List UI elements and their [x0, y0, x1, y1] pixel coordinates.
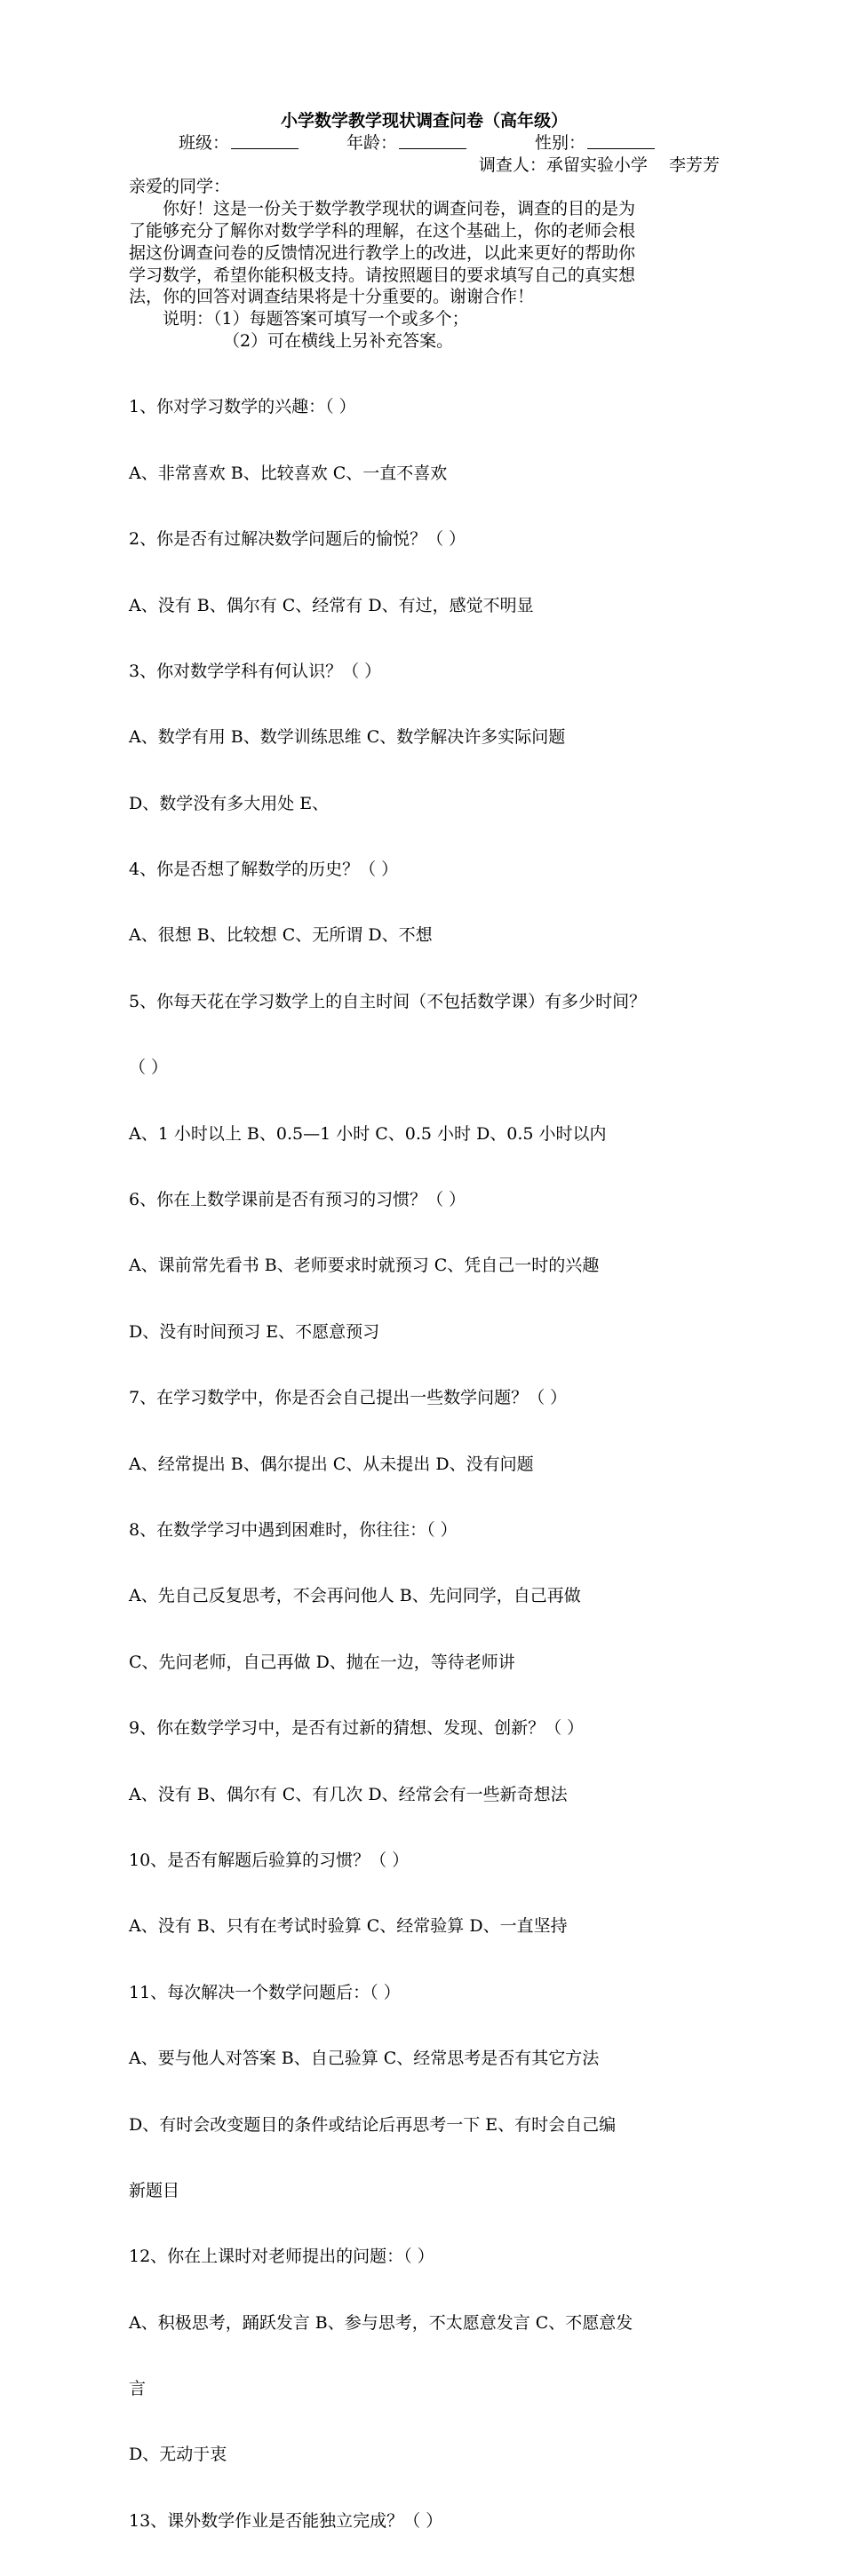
intro-line: 你好！这是一份关于数学教学现状的调查问卷，调查的目的是为 [163, 199, 636, 219]
question-line: 12、你在上课时对老师提出的问题：（ ） [129, 2247, 434, 2267]
option-line: A、1 小时以上 B、0.5—1 小时 C、0.5 小时 D、0.5 小时以内 [129, 1123, 607, 1144]
option-line: A、积极思考，踊跃发言 B、参与思考，不太愿意发言 C、不愿意发 [129, 2312, 633, 2333]
option-line: D、有时会改变题目的条件或结论后再思考一下 E、有时会自己编 [129, 2114, 617, 2135]
question-line: 7、在学习数学中，你是否会自己提出一些数学问题？（ ） [129, 1388, 568, 1408]
option-line: C、先问老师，自己再做 D、抛在一边，等待老师讲 [129, 1652, 515, 1672]
option-line: A、很想 B、比较想 C、无所谓 D、不想 [129, 925, 433, 946]
option-line: D、数学没有多大用处 E、 [129, 793, 330, 813]
question-line: 3、你对数学学科有何认识？（ ） [129, 661, 382, 681]
note-line: 说明：（1）每题答案可填写一个或多个； [163, 309, 469, 329]
question-line: 2、你是否有过解决数学问题后的愉悦？（ ） [129, 529, 466, 550]
questionnaire [129, 110, 720, 2576]
gender-field[interactable]: 性别： [535, 132, 585, 155]
option-line: A、要与他人对答案 B、自己验算 C、经常思考是否有其它方法 [129, 2049, 600, 2069]
question-line: 11、每次解决一个数学问题后：（ ） [129, 1982, 401, 2002]
option-line: D、无动于衷 [129, 2445, 227, 2465]
option-line: A、没有 B、只有在考试时验算 C、经常验算 D、一直坚持 [129, 1916, 568, 1937]
option-line: A、先自己反复思考，不会再问他人 B、先问同学，自己再做 [129, 1586, 581, 1606]
intro-line: 学习数学，希望你能积极支持。请按照题目的要求填写自己的真实想 [129, 265, 636, 285]
question-list [129, 353, 720, 2576]
question-line: 8、在数学学习中遇到困难时，你往往：（ ） [129, 1520, 458, 1540]
question-line: （ ） [129, 1058, 169, 1078]
class-field[interactable]: 班级： [179, 132, 229, 155]
question-line: 10、是否有解题后验算的习惯？（ ） [129, 1850, 410, 1870]
question-line: 5、你每天花在学习数学上的自主时间（不包括数学课）有多少时间？ [129, 991, 647, 1011]
option-line: 言 [129, 2379, 147, 2399]
note-line: （2）可在横线上另补充答案。 [223, 330, 454, 351]
class-blank[interactable] [231, 132, 299, 149]
option-line: D、没有时间预习 E、不愿意预习 [129, 1321, 380, 1342]
option-line: 新题目 [129, 2180, 180, 2200]
question-line: 6、你在上数学课前是否有预习的习惯？（ ） [129, 1190, 466, 1210]
respondent-info-row [129, 132, 720, 155]
question-line: 9、你在数学学习中，是否有过新的猜想、发现、创新？（ ） [129, 1718, 585, 1739]
question-line: 4、你是否想了解数学的历史？（ ） [129, 860, 399, 880]
option-line: A、没有 B、偶尔有 C、经常有 D、有过，感觉不明显 [129, 595, 534, 615]
gender-blank[interactable] [587, 132, 655, 149]
intro-line: 据这份调查问卷的反馈情况进行教学上的改进，以此来更好的帮助你 [129, 242, 636, 263]
age-blank[interactable] [399, 132, 466, 149]
investigator: 调查人：承留实验小学 李芳芳 [478, 155, 720, 175]
question-line: 1、你对学习数学的兴趣：（ ） [129, 397, 356, 417]
question-line: 13、课外数学作业是否能独立完成？（ ） [129, 2510, 443, 2531]
intro-line: 法，你的回答对调查结果将是十分重要的。谢谢合作！ [129, 287, 535, 307]
age-field[interactable]: 年龄： [346, 132, 397, 155]
option-line: A、数学有用 B、数学训练思维 C、数学解决许多实际问题 [129, 727, 566, 748]
intro-line: 了能够充分了解你对数学学科的理解，在这个基础上，你的老师会根 [129, 220, 636, 241]
option-line: A、非常喜欢 B、比较喜欢 C、一直不喜欢 [129, 463, 448, 483]
greeting: 亲爱的同学： [129, 177, 231, 197]
document-title: 小学数学教学现状调查问卷（高年级） [280, 111, 568, 131]
option-line: A、没有 B、偶尔有 C、有几次 D、经常会有一些新奇想法 [129, 1784, 568, 1804]
option-line: A、课前常先看书 B、老师要求时就预习 C、凭自己一时的兴趣 [129, 1256, 600, 1276]
option-line: A、经常提出 B、偶尔提出 C、从未提出 D、没有问题 [129, 1454, 534, 1474]
